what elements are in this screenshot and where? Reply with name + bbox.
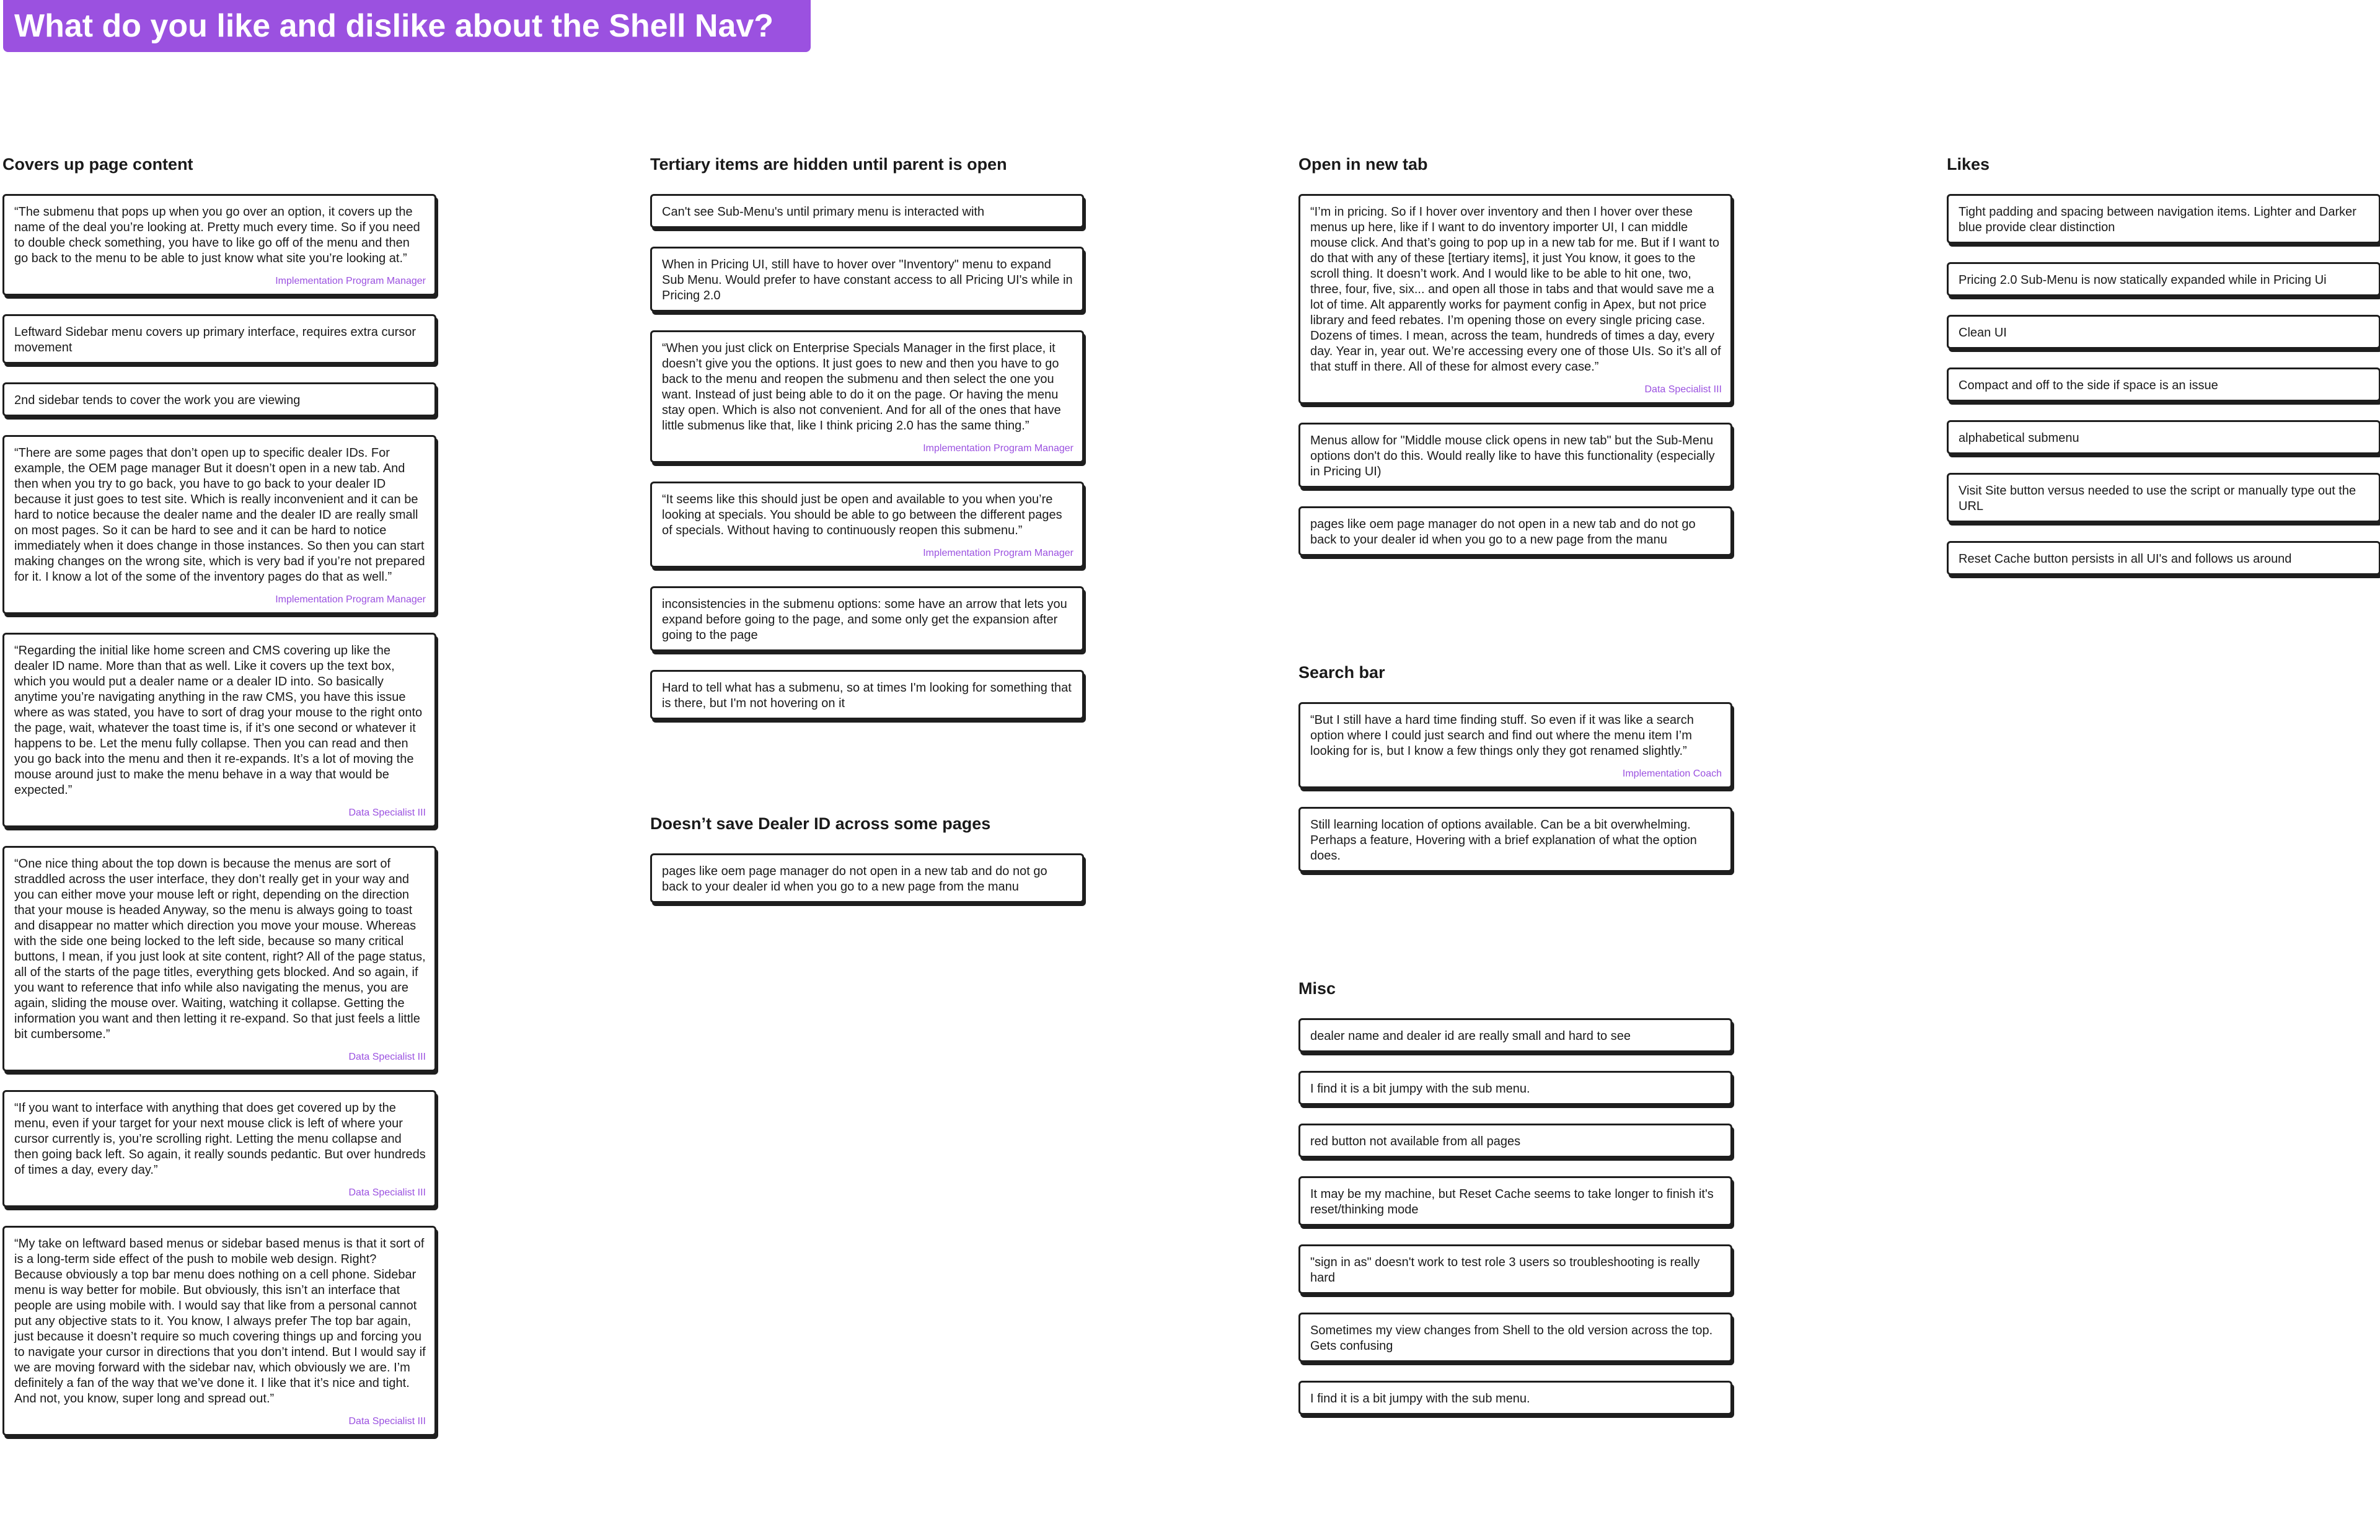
sticky-note[interactable] xyxy=(1298,1381,1732,1415)
column-tertiary-items xyxy=(650,153,1084,922)
note-text: “I’m in pricing. So if I hover over inventory and then I hover over these menus up here, like if I want to do inventory importer UI, I can middle mouse click. And that’s going to pop up in a new tab for me. But if I want to do that with any of these [tertiary items], it just You know, it goes to the scroll thing. It doesn’t work. And I would like to be able to hit one, two, three, four, five, six... and open all those in tabs and that would save me a lot of time. Alt apparently works for payment config in Apex, but not price library and feed rebates. I’m opening those on every single pricing case. Dozens of times. I mean, across the team, hundreds of times a day, every day. Year in, year out. We’re accessing every one of those UIs. So it’s all of that stuff in there. All of these for almost every case.” xyxy=(1310,205,1721,374)
sticky-note[interactable] xyxy=(1298,423,1732,488)
sticky-note[interactable] xyxy=(650,482,1084,568)
sticky-note[interactable] xyxy=(2,1090,436,1207)
note-text: “When you just click on Enterprise Specials Manager in the first place, it doesn’t give you the options. It just goes to new and then you have to go back to the menu and reopen the submenu and then select the one you want. Instead of just being able to do it on the page. Or having the menu stay open. Which is also not convenient. And for all of the ones that have little submenus like that, like I think pricing 2.0 has the same thing.” xyxy=(662,341,1061,433)
sticky-note[interactable] xyxy=(650,670,1084,719)
group-covers-up-page-content xyxy=(2,153,436,1436)
note-text: red button not available from all pages xyxy=(1310,1135,1521,1148)
note-text: “There are some pages that don’t open up to specific dealer IDs. For example, the OEM page manager But it doesn’t open in a new tab. And then when you try to go back, you have to go back to your dealer ID because it just goes to test site. Which is really inconvenient and it can be hard to notice because the dealer name and the dealer ID are really small on most pages. So it can be hard to see and it can be hard to notice immediately when it does change in those instances. So then you can start making changes on the wrong site, which is very bad if you’re not prepared for it. I know a lot of the some of the inventory pages do that as well.” xyxy=(14,446,425,584)
sticky-note[interactable] xyxy=(1947,315,2380,349)
sticky-note[interactable] xyxy=(1298,1313,1732,1362)
note-author-role: Implementation Program Manager xyxy=(275,276,426,286)
note-text: “Regarding the initial like home screen and CMS covering up like the dealer ID name. More than that as well. Like it covers up the text box, which you would put a dealer name or a dealer ID into. So basically anytime you’re navigating anything in the raw CMS, you have this issue where as was stated, you have to sort of drag your mouse to the right onto the page, wait, whatever the toast time is, if it’s one second or whatever it happens to be. Let the menu fully collapse. Then you can read and then you go back into the menu and then it re-expands. It’s a lot of moving the mouse around just to make the menu behave in a way that would be expected.” xyxy=(14,644,423,797)
note-text: pages like oem page manager do not open in a new tab and do not go back to your dealer id when you go to a new page from the manu xyxy=(662,865,1047,894)
note-text: When in Pricing UI, still have to hover over "Inventory" menu to expand Sub Menu. Would prefer to have constant access to all Pricing UI's while in Pricing 2.0 xyxy=(662,258,1073,302)
sticky-note[interactable] xyxy=(1947,473,2380,522)
note-text: “One nice thing about the top down is because the menus are sort of straddled across the user interface, they don’t really get in your way and you can either move your mouse left or right, depending on the direction that your mouse is headed Anyway, so the menu is always going to toast and disappear no matter which direction you move your mouse. Whereas with the side one being locked to the left side, because so many critical buttons, I mean, if you just look at site content, right? All of the page status, all of the starts of the page titles, everything gets blocked. And so again, if you want to reference that info while also navigating the menus, you are again, sliding the mouse over. Waiting, watching it collapse. Getting the information you want and then letting it re-expand. So that just feels a little bit cumbersome.” xyxy=(14,857,426,1041)
sticky-note[interactable] xyxy=(2,435,436,614)
sticky-note[interactable] xyxy=(1947,541,2380,575)
sticky-note[interactable] xyxy=(650,194,1084,228)
note-text: Hard to tell what has a submenu, so at times I'm looking for something that is there, but I'm not hovering on it xyxy=(662,681,1072,710)
note-text: It may be my machine, but Reset Cache seems to take longer to finish it's reset/thinking mode xyxy=(1310,1187,1714,1217)
sticky-note[interactable] xyxy=(1947,262,2380,296)
sticky-note[interactable] xyxy=(2,194,436,296)
note-text: Menus allow for "Middle mouse click opens in new tab" but the Sub-Menu options don't do this. Would really like to have this functionality (especially in Pricing UI) xyxy=(1310,434,1715,478)
note-text: Tight padding and spacing between navigation items. Lighter and Darker blue provide clear distinction xyxy=(1959,205,2356,234)
sticky-note[interactable] xyxy=(1947,194,2380,244)
note-author-role: Data Specialist III xyxy=(1644,384,1722,395)
note-text: alphabetical submenu xyxy=(1959,431,2079,445)
note-author-role: Implementation Coach xyxy=(1622,768,1722,779)
note-text: Sometimes my view changes from Shell to the old version across the top. Gets confusing xyxy=(1310,1324,1713,1353)
group-heading: Open in new tab xyxy=(1298,155,1428,174)
note-text: Pricing 2.0 Sub-Menu is now statically expanded while in Pricing Ui xyxy=(1959,273,2327,287)
group-heading: Doesn’t save Dealer ID across some pages xyxy=(650,814,991,833)
note-text: dealer name and dealer id are really small and hard to see xyxy=(1310,1029,1631,1043)
note-author-role: Implementation Program Manager xyxy=(275,594,426,605)
column-covers-content xyxy=(2,153,436,1454)
sticky-note[interactable] xyxy=(2,633,436,827)
group-heading: Search bar xyxy=(1298,663,1385,682)
sticky-note[interactable] xyxy=(1298,702,1732,788)
sticky-note[interactable] xyxy=(2,1226,436,1436)
sticky-note[interactable] xyxy=(1298,506,1732,556)
note-author-role: Data Specialist III xyxy=(348,1052,426,1062)
note-text: Compact and off to the side if space is an issue xyxy=(1959,379,2218,392)
group-heading: Covers up page content xyxy=(2,155,193,174)
group-search-bar xyxy=(1298,661,1732,872)
note-text: Visit Site button versus needed to use the script or manually type out the URL xyxy=(1959,484,2356,513)
sticky-note[interactable] xyxy=(650,586,1084,651)
sticky-note[interactable] xyxy=(1298,1124,1732,1158)
sticky-note[interactable] xyxy=(1298,807,1732,872)
note-text: "sign in as" doesn't work to test role 3 users so troubleshooting is really hard xyxy=(1310,1256,1700,1285)
sticky-note[interactable] xyxy=(650,853,1084,903)
note-text: I find it is a bit jumpy with the sub menu. xyxy=(1310,1392,1530,1406)
sticky-note[interactable] xyxy=(1298,1018,1732,1052)
group-likes xyxy=(1947,153,2380,575)
note-text: “It seems like this should just be open and available to you when you’re looking at specials. You should be able to go between the different pages of specials. Without having to continuously reopen this submenu.” xyxy=(662,493,1062,537)
sticky-note[interactable] xyxy=(1298,194,1732,404)
sticky-note[interactable] xyxy=(1298,1071,1732,1105)
sticky-note[interactable] xyxy=(2,846,436,1071)
note-text: pages like oem page manager do not open in a new tab and do not go back to your dealer id when you go to a new page from the manu xyxy=(1310,517,1696,547)
note-text: Reset Cache button persists in all UI's and follows us around xyxy=(1959,552,2292,566)
note-text: 2nd sidebar tends to cover the work you are viewing xyxy=(14,394,301,407)
note-text: “If you want to interface with anything that does get covered up by the menu, even if your target for your next mouse click is left of where your cursor currently is, you’re scrolling right. Letting the menu collapse and then going back left. So again, it really sounds pedantic. But over hundreds of times a day, every day.” xyxy=(14,1101,426,1177)
note-text: Clean UI xyxy=(1959,326,2007,340)
sticky-note[interactable] xyxy=(1947,367,2380,402)
board-title-banner xyxy=(3,0,811,52)
note-text: “The submenu that pops up when you go over an option, it covers up the name of the deal you’re looking at. Pretty much every time. So if you need to double check something, you have to like go off of the menu and then go back to the menu to be able to just know what site you’re looking at.” xyxy=(14,205,420,265)
group-heading: Likes xyxy=(1947,155,1990,174)
column-new-tab-search-misc xyxy=(1298,153,1732,1433)
note-text: Can't see Sub-Menu's until primary menu is interacted with xyxy=(662,205,985,219)
note-author-role: Data Specialist III xyxy=(348,807,426,818)
note-text: I find it is a bit jumpy with the sub menu. xyxy=(1310,1082,1530,1096)
sticky-note[interactable] xyxy=(2,382,436,416)
note-text: inconsistencies in the submenu options: some have an arrow that lets you expand before going to the page, and some only get the expansion after going to the page xyxy=(662,597,1067,642)
sticky-note[interactable] xyxy=(1298,1176,1732,1226)
column-likes xyxy=(1947,153,2380,594)
note-text: “My take on leftward based menus or sidebar based menus is that it sort of is a long-term side effect of the push to mobile web design. Right? Because obviously a top bar menu does nothing on a cell phone. Sidebar menu is way better for mobile. But obviously, this isn’t an interface that people are using mobile with. I would say that like from a personal cannot put any objective stats to it. You know, I always prefer The top bar again, just because it doesn’t require so much covering things up and forcing you to navigate your cursor in directions that you don’t intend. But I would say if we are moving forward with the sidebar nav, which obviously we are. I’m definitely a fan of the way that we’ve done it. I like that it’s nice and tight. And not, you know, super long and spread out.” xyxy=(14,1237,426,1406)
sticky-note[interactable] xyxy=(1947,420,2380,454)
sticky-note[interactable] xyxy=(650,330,1084,463)
group-misc xyxy=(1298,977,1732,1415)
note-text: Leftward Sidebar menu covers up primary interface, requires extra cursor movement xyxy=(14,325,416,354)
group-doesn-t-save-dealer-id-across-some-pages xyxy=(650,812,1084,903)
group-heading: Tertiary items are hidden until parent is open xyxy=(650,155,1007,174)
note-author-role: Data Specialist III xyxy=(348,1187,426,1198)
note-author-role: Data Specialist III xyxy=(348,1416,426,1427)
sticky-note[interactable] xyxy=(2,314,436,364)
group-open-in-new-tab xyxy=(1298,153,1732,556)
note-author-role: Implementation Program Manager xyxy=(923,443,1073,454)
board-title: What do you like and dislike about the Shell Nav? xyxy=(14,8,774,44)
sticky-note[interactable] xyxy=(650,247,1084,312)
group-tertiary-items-are-hidden-until-parent-is-open xyxy=(650,153,1084,719)
sticky-note[interactable] xyxy=(1298,1244,1732,1294)
group-heading: Misc xyxy=(1298,979,1336,998)
note-text: Still learning location of options available. Can be a bit overwhelming. Perhaps a feature, Hovering with a brief explanation of what the option does. xyxy=(1310,818,1697,863)
note-author-role: Implementation Program Manager xyxy=(923,548,1073,558)
note-text: “But I still have a hard time finding stuff. So even if it was like a search option where I could just search and find out where the menu item I’m looking for is, but I know a few things only they got renamed slightly.” xyxy=(1310,713,1694,758)
